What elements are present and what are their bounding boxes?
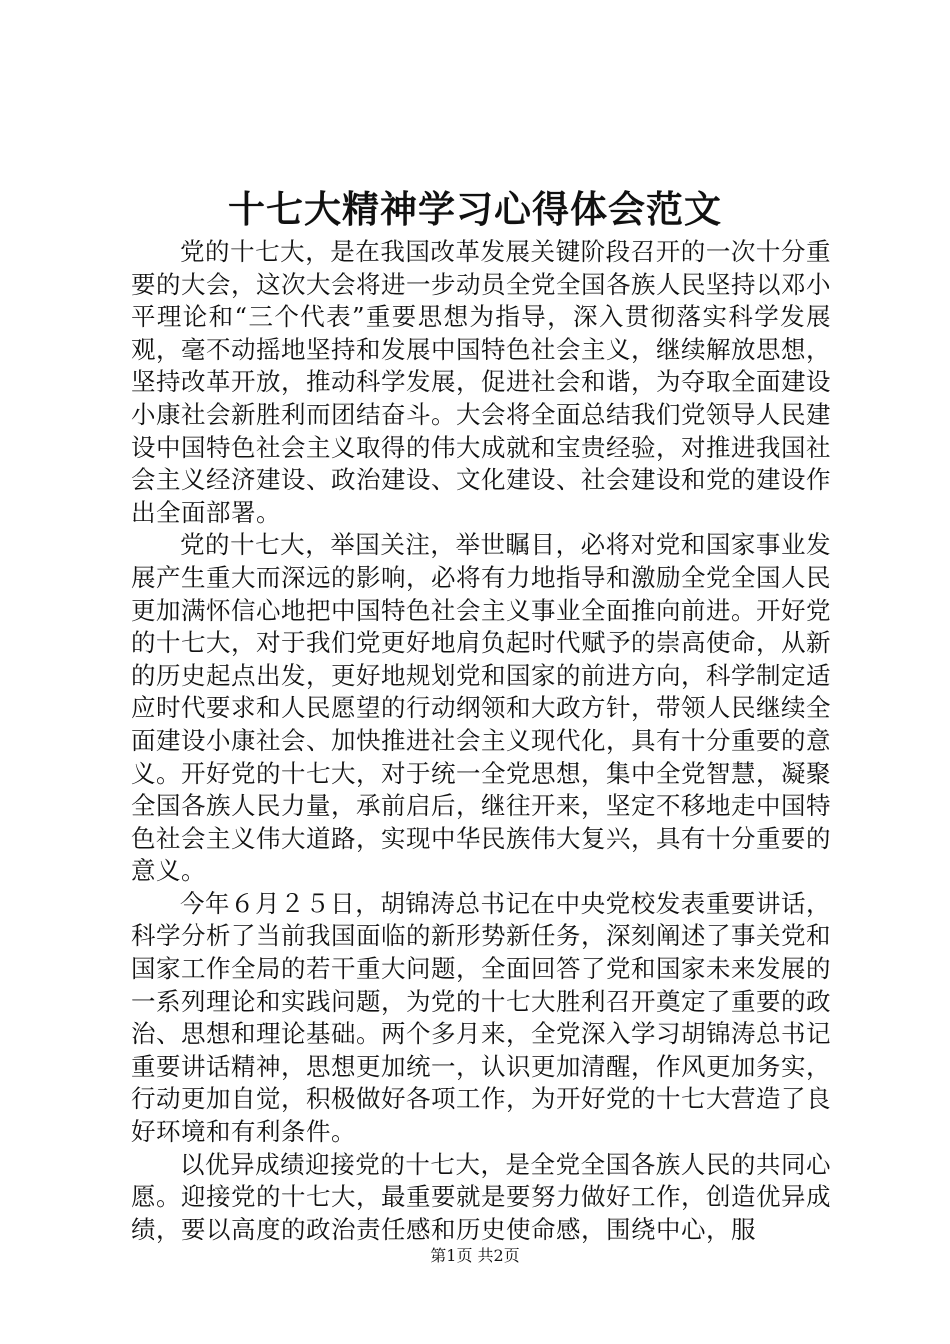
page-number-footer: 第1页 共2页 bbox=[430, 1246, 520, 1265]
paragraph-3: 今年６月２５日，胡锦涛总书记在中央党校发表重要讲话，科学分析了当前我国面临的新形势新任务，深刻阐述了事关党和国家工作全局的若干重大问题，全面回答了党和国家未来发展的一系列理论和实践问题，为党的十七大胜利召开奠定了重要的政治、思想和理论基础。两个多月来，全党深入学习胡锦涛总书记重要讲话精神，思想更加统一，认识更加清醒，作风更加务实，行动更加自觉，积极做好各项工作，为开好党的十七大营造了良好环境和有利条件。 bbox=[131, 888, 831, 1147]
paragraph-2: 党的十七大，举国关注，举世瞩目，必将对党和国家事业发展产生重大而深远的影响，必将有力地指导和激励全党全国人民更加满怀信心地把中国特色社会主义事业全面推向前进。开好党的十七大，对于我们党更好地肩负起时代赋予的崇高使命，从新的历史起点出发，更好地规划党和国家的前进方向，科学制定适应时代要求和人民愿望的行动纲领和大政方针，带领人民继续全面建设小康社会、加快推进社会主义现代化，具有十分重要的意义。开好党的十七大，对于统一全党思想，集中全党智慧，凝聚全国各族人民力量，承前启后，继往开来，坚定不移地走中国特色社会主义伟大道路，实现中华民族伟大复兴，具有十分重要的意义。 bbox=[131, 530, 831, 886]
document-title: 十七大精神学习心得体会范文 bbox=[228, 187, 722, 231]
paragraph-4: 以优异成绩迎接党的十七大，是全党全国各族人民的共同心愿。迎接党的十七大，最重要就是要努力做好工作，创造优异成绩，要以高度的政治责任感和历史使命感，围绕中心，服 bbox=[131, 1149, 831, 1244]
document-body bbox=[131, 236, 831, 1244]
paragraph-1: 党的十七大，是在我国改革发展关键阶段召开的一次十分重要的大会，这次大会将进一步动员全党全国各族人民坚持以邓小平理论和“三个代表”重要思想为指导，深入贯彻落实科学发展观，毫不动摇地坚持和发展中国特色社会主义，继续解放思想，坚持改革开放，推动科学发展，促进社会和谐，为夺取全面建设小康社会新胜利而团结奋斗。大会将全面总结我们党领导人民建设中国特色社会主义取得的伟大成就和宝贵经验，对推进我国社会主义经济建设、政治建设、文化建设、社会建设和党的建设作出全面部署。 bbox=[131, 237, 831, 527]
